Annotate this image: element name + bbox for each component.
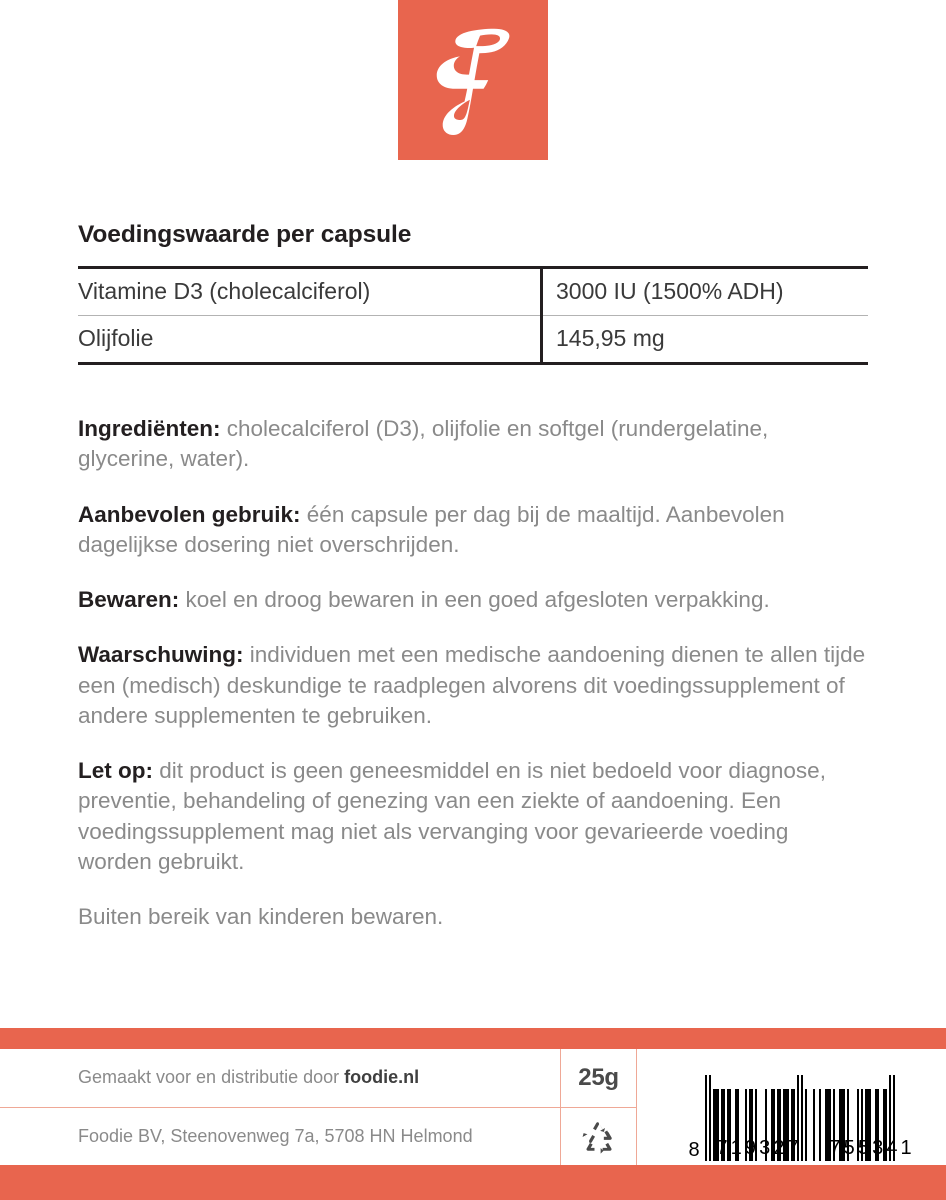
section-let-op (78, 756, 868, 877)
section-label: Bewaren: (78, 587, 180, 613)
table-row (78, 267, 868, 315)
distributor-name: foodie.nl (344, 1067, 420, 1088)
page-title: Voedingswaarde per capsule (78, 221, 412, 248)
company-address-row (0, 1107, 560, 1165)
section-text: individuen met een medische aandoening dienen te allen tijde een (medisch) deskundige te raadplegen alvorens dit voedingssupplement of andere supplementen te gebruiken. (78, 642, 866, 728)
footer-barcode-column (637, 1049, 946, 1165)
nutrient-name: Vitamine D3 (cholecalciferol) (78, 267, 542, 315)
barcode-lead-digit: 8 (688, 1139, 700, 1161)
recycle-cell (561, 1107, 636, 1165)
section-waarschuwing (78, 640, 868, 731)
section-text: koel en droog bewaren in een goed afgesloten verpakking. (179, 587, 770, 613)
section-label: Ingrediënten: (78, 416, 221, 442)
label-content (0, 222, 946, 932)
footer-text-column (0, 1049, 560, 1165)
closing-note: Buiten bereik van kinderen bewaren. (78, 904, 444, 930)
section-label: Let op: (78, 758, 153, 784)
brand-header (0, 0, 946, 160)
foodie-cursive-f-logo-icon (425, 25, 521, 135)
company-address: Foodie BV, Steenovenweg 7a, 5708 HN Helmond (78, 1125, 473, 1146)
footer-accent-bar-top (0, 1028, 946, 1049)
distributor-row (0, 1049, 560, 1107)
distributor-line (0, 1067, 419, 1089)
net-weight-cell (561, 1049, 636, 1107)
section-text: één capsule per dag bij de maaltijd. Aanbevolen dagelijkse dosering niet overschrijden. (78, 501, 785, 557)
section-bewaren (78, 585, 868, 615)
nutrient-name: Olijfolie (78, 316, 542, 364)
footer-grid (0, 1049, 946, 1165)
recycle-icon (582, 1120, 616, 1154)
section-aanbevolen-gebruik (78, 500, 868, 561)
barcode-right-group: 755341 (829, 1137, 915, 1159)
footer-accent-bar-bottom (0, 1165, 946, 1200)
barcode-left-group: 719327 (716, 1137, 802, 1159)
brand-logo-square (398, 0, 548, 160)
section-text: cholecalciferol (D3), olijfolie en softgel (rundergelatine, glycerine, water). (78, 416, 769, 472)
table-row (78, 316, 868, 364)
footer-weight-column (560, 1049, 637, 1165)
section-label: Aanbevolen gebruik: (78, 501, 301, 527)
nutrient-value: 3000 IU (1500% ADH) (542, 267, 869, 315)
section-text: dit product is geen geneesmiddel en is niet bedoeld voor diagnose, preventie, behandeling of genezing van een ziekte of aandoening. Een voedingssupplement mag niet als vervanging voor gevarieerde voeding worden gebruikt. (78, 758, 826, 874)
barcode-wrap (688, 1069, 915, 1161)
nutrient-value: 145,95 mg (542, 316, 869, 364)
section-ingredienten (78, 414, 868, 475)
label-footer (0, 1028, 946, 1200)
distributor-prefix: Gemaakt voor en distributie door (78, 1067, 345, 1088)
nutrition-table (78, 266, 868, 365)
section-label: Waarschuwing: (78, 642, 244, 668)
net-weight-label: 25g (578, 1064, 619, 1091)
